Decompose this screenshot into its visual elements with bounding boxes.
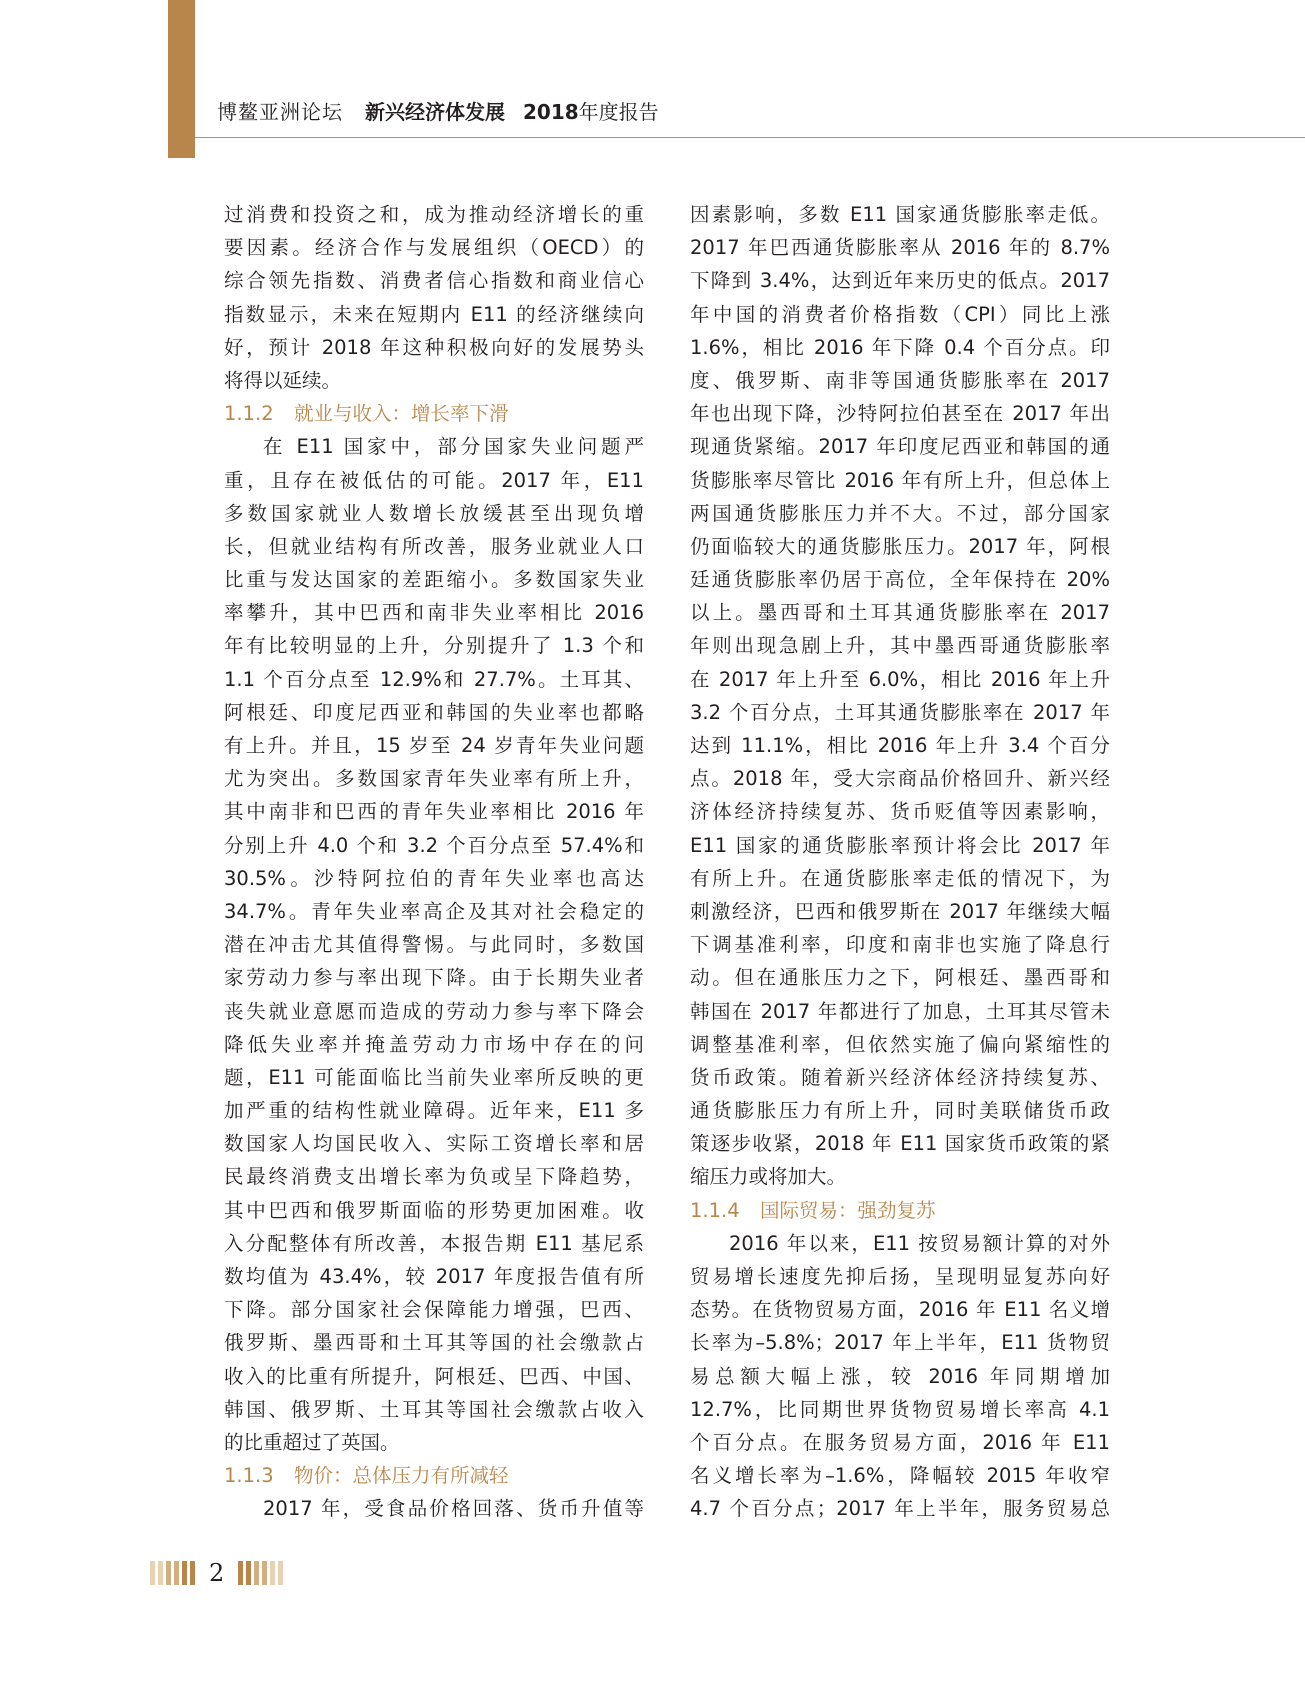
text-line: 其中南非和巴西的青年失业率相比 2016 年 bbox=[224, 800, 644, 824]
text-line: 重，且存在被低估的可能。2017 年，E11 bbox=[224, 468, 644, 492]
text-line: 题，E11 可能面临比当前失业率所反映的更 bbox=[224, 1065, 644, 1089]
footer-stripe bbox=[246, 1561, 251, 1585]
section-number: 1.1.4 bbox=[690, 1198, 740, 1222]
text-line: 长率为–5.8%；2017 年上半年，E11 货物贸 bbox=[690, 1331, 1110, 1355]
text-line: 率攀升，其中巴西和南非失业率相比 2016 bbox=[224, 601, 644, 625]
text-line: 加严重的结构性就业障碍。近年来，E11 多 bbox=[224, 1099, 644, 1123]
text-line: 名义增长率为–1.6%，降幅较 2015 年收窄 bbox=[690, 1464, 1110, 1488]
section-heading bbox=[224, 1459, 644, 1492]
text-line: 济体经济持续复苏、货币贬值等因素影响， bbox=[690, 800, 1110, 824]
footer-stripe bbox=[254, 1561, 259, 1585]
text-line: 刺激经济，巴西和俄罗斯在 2017 年继续大幅 bbox=[690, 899, 1110, 923]
footer-stripe bbox=[166, 1561, 171, 1585]
section-number: 1.1.3 bbox=[224, 1464, 274, 1488]
text-line: 丧失就业意愿而造成的劳动力参与率下降会 bbox=[224, 999, 644, 1023]
footer-stripe bbox=[150, 1561, 155, 1585]
text-line: 调整基准利率，但依然实施了偏向紧缩性的 bbox=[690, 1032, 1110, 1056]
text-line: 指数显示，未来在短期内 E11 的经济继续向 bbox=[224, 302, 644, 326]
text-line: 韩国在 2017 年都进行了加息，土耳其尽管未 bbox=[690, 999, 1110, 1023]
text-line: 降低失业率并掩盖劳动力市场中存在的问 bbox=[224, 1032, 644, 1056]
header-divider bbox=[195, 137, 1305, 138]
footer-stripe bbox=[158, 1561, 163, 1585]
text-line: 家劳动力参与率出现下降。由于长期失业者 bbox=[224, 966, 644, 990]
page-number: 2 bbox=[209, 1559, 225, 1587]
text-line: 两国通货膨胀压力并不大。不过，部分国家 bbox=[690, 501, 1110, 525]
text-line: 2017 年巴西通货膨胀率从 2016 年的 8.7% bbox=[690, 236, 1110, 260]
text-line: 下调基准利率，印度和南非也实施了降息行 bbox=[690, 933, 1110, 957]
text-line: 尤为突出。多数国家青年失业率有所上升， bbox=[224, 767, 644, 791]
text-line: 现通货紧缩。2017 年印度尼西亚和韩国的通 bbox=[690, 435, 1110, 459]
text-line: 有所上升。在通货膨胀率走低的情况下，为 bbox=[690, 866, 1110, 890]
footer-stripes-right bbox=[238, 1561, 283, 1585]
text-line: 年有比较明显的上升，分别提升了 1.3 个和 bbox=[224, 634, 644, 658]
text-line: 入分配整体有所改善，本报告期 E11 基尼系 bbox=[224, 1231, 644, 1255]
section-title: 就业与收入：增长率下滑 bbox=[294, 402, 509, 426]
section-title: 国际贸易：强劲复苏 bbox=[760, 1198, 936, 1222]
text-line: 的比重超过了英国。 bbox=[224, 1430, 400, 1454]
text-line: 30.5%。沙特阿拉伯的青年失业率也高达 bbox=[224, 866, 644, 890]
text-line: 度、俄罗斯、南非等国通货膨胀率在 2017 bbox=[690, 368, 1110, 392]
text-line: 4.7 个百分点；2017 年上半年，服务贸易总 bbox=[690, 1497, 1110, 1521]
text-line: 34.7%。青年失业率高企及其对社会稳定的 bbox=[224, 899, 644, 923]
text-line: 比重与发达国家的差距缩小。多数国家失业 bbox=[224, 568, 644, 592]
text-line: 动。但在通胀压力之下，阿根廷、墨西哥和 bbox=[690, 966, 1110, 990]
text-line: 个百分点。在服务贸易方面，2016 年 E11 bbox=[690, 1430, 1110, 1454]
text-line: 收入的比重有所提升，阿根廷、巴西、中国、 bbox=[224, 1364, 644, 1388]
header-accent-band bbox=[168, 0, 195, 158]
header-report-year: 2018 bbox=[523, 100, 579, 124]
text-line: 数国家人均国民收入、实际工资增长率和居 bbox=[224, 1132, 644, 1156]
text-line: 1.6%，相比 2016 年下降 0.4 个百分点。印 bbox=[690, 335, 1110, 359]
text-line: 年中国的消费者价格指数（CPI）同比上涨 bbox=[690, 302, 1110, 326]
text-line: 货膨胀率尽管比 2016 年有所上升，但总体上 bbox=[690, 468, 1110, 492]
left-text-column bbox=[224, 198, 644, 1526]
header-report-suffix: 年度报告 bbox=[578, 100, 659, 124]
text-line: 将得以延续。 bbox=[224, 368, 342, 392]
text-line: 综合领先指数、消费者信心指数和商业信心 bbox=[224, 269, 644, 293]
text-line: 要因素。经济合作与发展组织（OECD）的 bbox=[224, 236, 644, 260]
footer-stripe bbox=[278, 1561, 283, 1585]
text-line: 在 E11 国家中，部分国家失业问题严 bbox=[263, 435, 644, 459]
footer-stripe bbox=[262, 1561, 267, 1585]
text-line: 因素影响，多数 E11 国家通货膨胀率走低。 bbox=[690, 203, 1110, 226]
text-line: 其中巴西和俄罗斯面临的形势更加困难。收 bbox=[224, 1198, 644, 1222]
text-line: 下降到 3.4%，达到近年来历史的低点。2017 bbox=[690, 269, 1110, 293]
running-header bbox=[217, 96, 659, 126]
text-line: 1.1 个百分点至 12.9%和 27.7%。土耳其、 bbox=[224, 667, 644, 691]
text-line: 数均值为 43.4%，较 2017 年度报告值有所 bbox=[224, 1265, 644, 1288]
text-line: 达到 11.1%，相比 2016 年上升 3.4 个百分 bbox=[690, 734, 1110, 757]
text-line: 潜在冲击尤其值得警惕。与此同时，多数国 bbox=[224, 933, 644, 957]
text-line: 阿根廷、印度尼西亚和韩国的失业率也都略 bbox=[224, 700, 644, 724]
section-title: 物价：总体压力有所减轻 bbox=[294, 1464, 509, 1488]
text-line: 韩国、俄罗斯、土耳其等国社会缴款占收入 bbox=[224, 1397, 644, 1421]
text-line: 贸易增长速度先抑后扬，呈现明显复苏向好 bbox=[690, 1265, 1110, 1288]
text-line: 仍面临较大的通货膨胀压力。2017 年，阿根 bbox=[690, 534, 1110, 558]
footer-stripe bbox=[174, 1561, 179, 1585]
footer-stripe bbox=[190, 1561, 195, 1585]
text-line: 下降。部分国家社会保障能力增强，巴西、 bbox=[224, 1298, 644, 1322]
text-line: 12.7%，比同期世界货物贸易增长率高 4.1 bbox=[690, 1397, 1110, 1421]
text-line: 年也出现下降，沙特阿拉伯甚至在 2017 年出 bbox=[690, 402, 1110, 426]
text-line: 点。2018 年，受大宗商品价格回升、新兴经 bbox=[690, 767, 1110, 791]
page-footer bbox=[150, 1560, 283, 1586]
text-line: 以上。墨西哥和土耳其通货膨胀率在 2017 bbox=[690, 601, 1110, 625]
text-line: 在 2017 年上升至 6.0%，相比 2016 年上升 bbox=[690, 667, 1110, 691]
text-line: 长，但就业结构有所改善，服务业就业人口 bbox=[224, 534, 644, 558]
text-line: 策逐步收紧，2018 年 E11 国家货币政策的紧 bbox=[690, 1132, 1110, 1156]
text-line: 货币政策。随着新兴经济体经济持续复苏、 bbox=[690, 1065, 1110, 1089]
text-line: 好，预计 2018 年这种积极向好的发展势头 bbox=[224, 335, 644, 359]
text-line: 2016 年以来，E11 按贸易额计算的对外 bbox=[729, 1231, 1110, 1255]
footer-stripe bbox=[182, 1561, 187, 1585]
text-line: 年则出现急剧上升，其中墨西哥通货膨胀率 bbox=[690, 634, 1110, 658]
footer-stripe bbox=[270, 1561, 275, 1585]
section-heading bbox=[224, 397, 644, 430]
right-text-column bbox=[690, 198, 1110, 1526]
footer-stripes-left bbox=[150, 1561, 195, 1585]
header-forum-name: 博鳌亚洲论坛 bbox=[217, 100, 343, 124]
text-line: 易总额大幅上涨，较 2016 年同期增加 bbox=[690, 1364, 1110, 1388]
text-line: 有上升。并且，15 岁至 24 岁青年失业问题 bbox=[224, 734, 644, 757]
footer-stripe bbox=[238, 1561, 243, 1585]
text-line: 过消费和投资之和，成为推动经济增长的重 bbox=[224, 203, 644, 226]
text-line: 3.2 个百分点，土耳其通货膨胀率在 2017 年 bbox=[690, 700, 1110, 724]
text-line: 缩压力或将加大。 bbox=[690, 1165, 847, 1189]
text-line: 通货膨胀压力有所上升，同时美联储货币政 bbox=[690, 1099, 1110, 1123]
text-line: 态势。在货物贸易方面，2016 年 E11 名义增 bbox=[690, 1298, 1110, 1322]
text-line: 廷通货膨胀率仍居于高位，全年保持在 20% bbox=[690, 568, 1110, 592]
section-number: 1.1.2 bbox=[224, 402, 274, 426]
header-report-title: 新兴经济体发展 bbox=[365, 100, 505, 124]
text-line: 民最终消费支出增长率为负或呈下降趋势， bbox=[224, 1165, 644, 1189]
text-line: 俄罗斯、墨西哥和土耳其等国的社会缴款占 bbox=[224, 1331, 644, 1355]
text-line: 多数国家就业人数增长放缓甚至出现负增 bbox=[224, 501, 644, 525]
section-heading bbox=[690, 1194, 1110, 1227]
text-line: E11 国家的通货膨胀率预计将会比 2017 年 bbox=[690, 833, 1110, 857]
text-line: 2017 年，受食品价格回落、货币升值等 bbox=[263, 1497, 644, 1521]
text-line: 分别上升 4.0 个和 3.2 个百分点至 57.4%和 bbox=[224, 833, 644, 857]
